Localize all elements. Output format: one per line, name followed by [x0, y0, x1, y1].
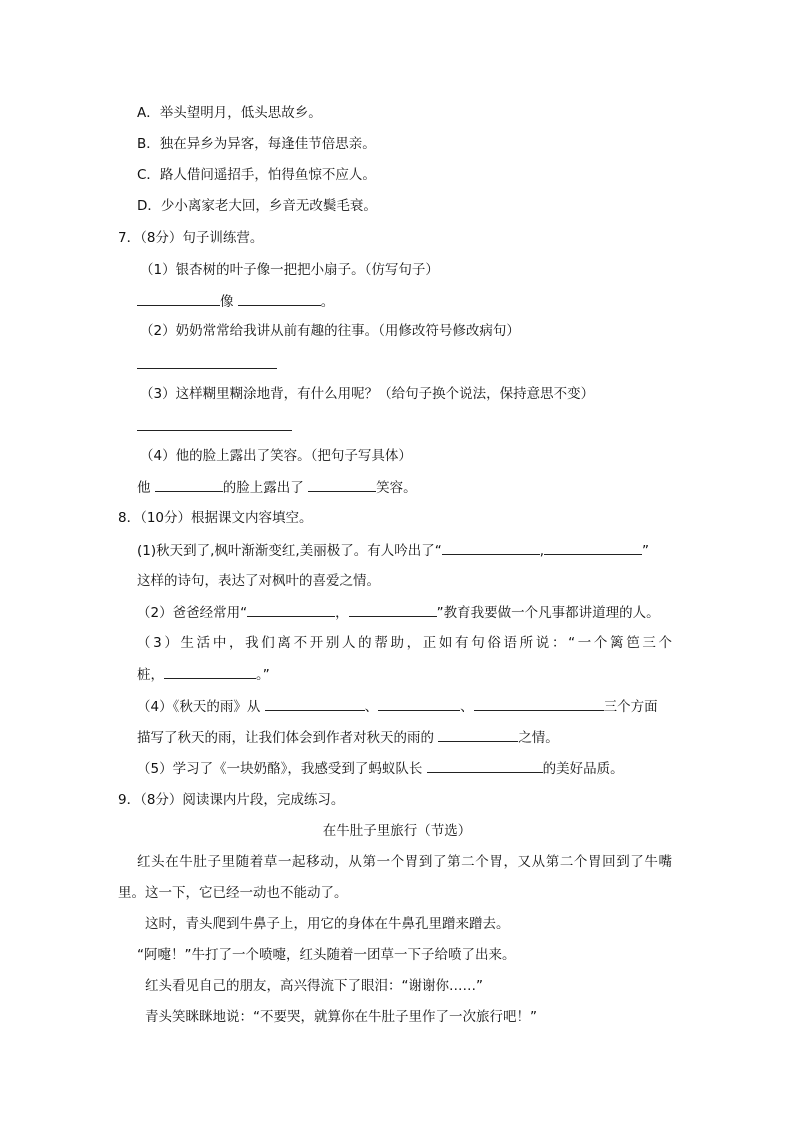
answer-blank[interactable] — [164, 664, 256, 679]
q6-option-a: A．举头望明月，低头思故乡。 — [137, 105, 322, 121]
passage-p5: 青头笑眯眯地说：“不要哭，就算你在牛肚子里作了一次旅行吧！” — [145, 1009, 537, 1025]
q7-answer-1-end: 。 — [320, 294, 335, 310]
q8-item-4 — [137, 696, 658, 717]
q8-item-3-line1 — [137, 633, 672, 653]
q8-item-4-d: 三个方面 — [603, 699, 658, 715]
answer-blank[interactable] — [378, 696, 460, 711]
answer-blank[interactable] — [265, 696, 365, 711]
q8-item-4-b: 、 — [364, 699, 379, 715]
q7-answer-1 — [137, 291, 334, 312]
q7-sentence-4: （4）他的脸上露出了笑容。（把句子写具体） — [140, 448, 412, 464]
answer-blank[interactable] — [438, 727, 518, 742]
q8-header: 8．（10分）根据课文内容填空。 — [118, 510, 313, 526]
q8-item-5 — [137, 758, 624, 779]
q7-answer-1-mid: 像 — [220, 294, 234, 310]
q8-item-4-a: （4）《秋天的雨》从 — [137, 699, 261, 715]
answer-blank[interactable] — [247, 602, 335, 617]
q8-item-3-b: 。” — [256, 667, 270, 683]
q8-item-1-b: , — [539, 543, 544, 559]
q8-item-1-line2: 这样的诗句，表达了对枫叶的喜爱之情。 — [137, 573, 380, 589]
q8-item-2 — [137, 602, 660, 623]
answer-blank[interactable] — [137, 291, 220, 306]
q8-item-5-b: 的美好品质。 — [542, 761, 624, 777]
passage-p1-line1 — [137, 852, 672, 872]
q8-item-2-a: （2）爸爸经常用“ — [137, 605, 248, 621]
passage-title: 在牛肚子里旅行（节选） — [322, 823, 472, 839]
q6-option-b: B．独在异乡为异客，每逢佳节倍思亲。 — [137, 136, 376, 152]
answer-blank[interactable] — [442, 540, 540, 555]
answer-blank[interactable] — [349, 602, 437, 617]
q8-item-1-c: ” — [642, 543, 649, 559]
answer-blank[interactable] — [474, 696, 604, 711]
q8-item-4-line2 — [137, 727, 559, 748]
q9-header: 9．（8分）阅读课内片段，完成练习。 — [118, 792, 345, 808]
q7-sentence-1: （1）银杏树的叶子像一把把小扇子。（仿写句子） — [140, 262, 439, 278]
answer-blank[interactable] — [427, 758, 543, 773]
passage-p2: 这时，青头爬到牛鼻子上，用它的身体在牛鼻孔里蹭来蹭去。 — [145, 916, 510, 932]
q7-sentence-2: （2）奶奶常常给我讲从前有趣的往事。（用修改符号修改病句） — [140, 323, 520, 339]
q8-item-1 — [137, 540, 649, 561]
answer-line[interactable] — [137, 368, 277, 369]
q8-item-1-a: (1)秋天到了,枫叶渐渐变红,美丽极了。有人吟出了“ — [137, 543, 442, 559]
passage-p4: 红头看见自己的朋友，高兴得流下了眼泪：“谢谢你……” — [145, 978, 483, 994]
q6-option-c: C．路人借问遥招手，怕得鱼惊不应人。 — [137, 167, 376, 183]
q7-header: 7．（8分）句子训练营。 — [118, 230, 264, 246]
answer-blank[interactable] — [544, 540, 642, 555]
q8-item-3-text: （3）生活中，我们离不开别人的帮助，正如有句俗语所说：“一个篱笆三个 — [137, 635, 672, 651]
q8-item-3-a: 桩， — [137, 667, 164, 683]
q8-item-4-line2-a: 描写了秋天的雨，让我们体会到作者对秋天的雨的 — [137, 730, 434, 746]
q8-item-4-c: 、 — [460, 699, 474, 715]
q7-answer-4 — [137, 477, 417, 498]
answer-blank[interactable] — [155, 477, 223, 492]
q7-answer-4-b: 的脸上露出了 — [222, 480, 304, 496]
q8-item-3-line2 — [137, 664, 270, 685]
q8-item-5-a: （5）学习了《一块奶酪》，我感受到了蚂蚁队长 — [137, 761, 423, 777]
q8-item-2-b: ， — [335, 605, 349, 621]
q8-item-2-c: ”教育我要做一个凡事都讲道理的人。 — [436, 605, 660, 621]
answer-blank[interactable] — [238, 291, 321, 306]
q6-option-d: D．少小离家老大回，乡音无改鬓毛衰。 — [137, 198, 377, 214]
answer-blank[interactable] — [308, 477, 376, 492]
q7-answer-4-a: 他 — [137, 480, 151, 496]
passage-p1-line2: 里。这一下，它已经一动也不能动了。 — [118, 885, 348, 901]
q8-item-4-line2-b: 之情。 — [518, 730, 559, 746]
q7-answer-4-c: 笑容。 — [376, 480, 417, 496]
q7-sentence-3: （3）这样糊里糊涂地背，有什么用呢？（给句子换个说法，保持意思不变） — [140, 386, 595, 402]
passage-p3: “阿嚏！”牛打了一个喷嚏，红头随着一团草一下子给喷了出来。 — [137, 947, 516, 963]
answer-line[interactable] — [137, 430, 292, 431]
passage-p1-text: 红头在牛肚子里随着草一起移动，从第一个胃到了第二个胃，又从第二个胃回到了牛嘴 — [137, 854, 672, 870]
